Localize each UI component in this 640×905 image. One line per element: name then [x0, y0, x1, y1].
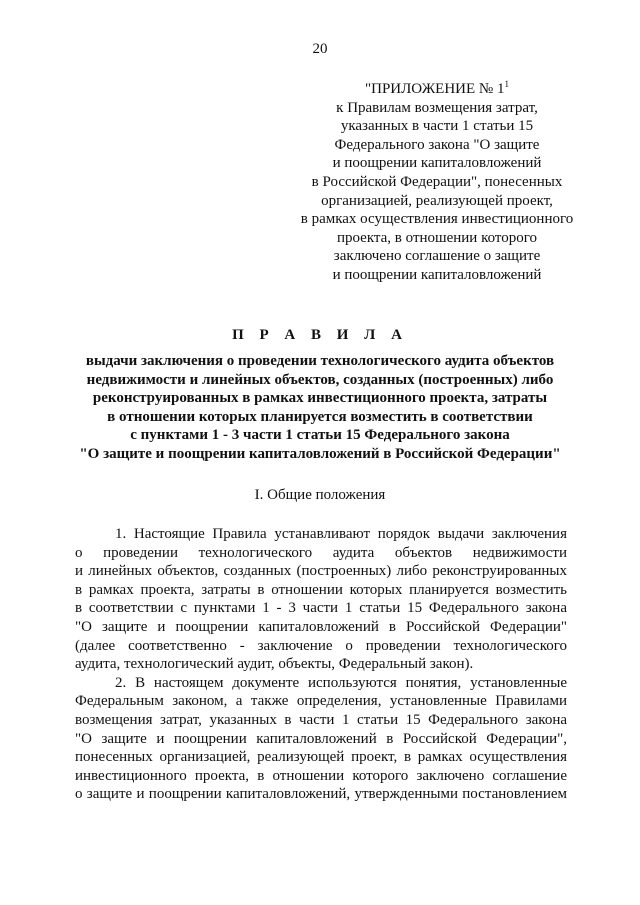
- rules-subtitle-line: реконструированных в рамках инвестиционного проекта, затраты: [92, 390, 548, 407]
- paragraph-1: [75, 525, 567, 674]
- rules-subtitle-line: с пунктами 1 - 3 части 1 статьи 15 Федерального закона: [130, 427, 510, 444]
- paragraph-line: о защите и поощрении капиталовложений, утвержденными постановлением: [75, 786, 567, 803]
- paragraph-line: (далее соответственно - заключение о проведении технологического: [75, 637, 567, 654]
- paragraph-line: и линейных объектов, созданных (построенных) либо реконструированных: [75, 563, 567, 580]
- body-text: [75, 525, 567, 804]
- appendix-header: [292, 80, 582, 285]
- paragraph-line: возмещения затрат, указанных в части 1 статьи 15 Федерального закона: [75, 711, 567, 728]
- appendix-line: к Правилам возмещения затрат,: [336, 99, 538, 116]
- paragraph-line: 1. Настоящие Правила устанавливают порядок выдачи заключения: [115, 526, 567, 542]
- appendix-line: в рамках осуществления инвестиционного: [300, 211, 574, 228]
- appendix-line: и поощрении капиталовложений: [332, 155, 542, 172]
- paragraph-line: "О защите и поощрении капиталовложений в Российской Федерации": [75, 618, 567, 635]
- appendix-line: и поощрении капиталовложений: [332, 266, 542, 283]
- paragraph-line: 2. В настоящем документе используются понятия, установленные: [115, 674, 567, 691]
- appendix-line: организацией, реализующей проект,: [321, 192, 553, 209]
- appendix-line: Федерального закона "О защите: [334, 136, 540, 153]
- paragraph-line: Федеральным законом, а также определения, установленные Правилами: [75, 693, 567, 710]
- paragraph-line: о проведении технологического аудита объектов недвижимости: [75, 544, 567, 561]
- paragraph-line: в рамках проекта, затраты в отношении которых планируется возместить: [75, 581, 567, 598]
- rules-subtitle-line: недвижимости и линейных объектов, созданных (построенных) либо: [86, 371, 554, 388]
- paragraph-line: "О защите и поощрении капиталовложений в Российской Федерации",: [75, 730, 567, 747]
- appendix-line: указанных в части 1 статьи 15: [340, 118, 534, 135]
- appendix-title-text: "ПРИЛОЖЕНИЕ № 1: [364, 81, 505, 97]
- paragraph-line: аудита, технологический аудит, объекты, Федеральный закон).: [75, 656, 474, 673]
- appendix-title: [292, 80, 582, 99]
- rules-subtitle-line: "О защите и поощрении капиталовложений в Российской Федерации": [79, 445, 561, 462]
- appendix-title-superscript: 1: [504, 79, 509, 89]
- paragraph-line: инвестиционного проекта, в отношении которого заключено соглашение: [75, 767, 567, 784]
- rules-subtitle: [40, 352, 600, 464]
- rules-subtitle-line: в отношении которых планируется возместить в соответствии: [107, 408, 533, 425]
- section-heading: I. Общие положения: [254, 487, 386, 503]
- appendix-line: заключено соглашение о защите: [333, 248, 541, 265]
- paragraph-2: [75, 674, 567, 804]
- page-number: 20: [312, 41, 328, 57]
- paragraph-line: понесенных организацией, реализующей проект, в рамках осуществления: [75, 749, 567, 766]
- rules-subtitle-line: выдачи заключения о проведении технологического аудита объектов: [85, 353, 555, 369]
- appendix-line: в Российской Федерации", понесенных: [311, 173, 563, 190]
- paragraph-line: в соответствии с пунктами 1 - 3 части 1 статьи 15 Федерального закона: [75, 600, 567, 617]
- appendix-line: проекта, в отношении которого: [336, 229, 538, 246]
- rules-title: П Р А В И Л А: [232, 327, 408, 343]
